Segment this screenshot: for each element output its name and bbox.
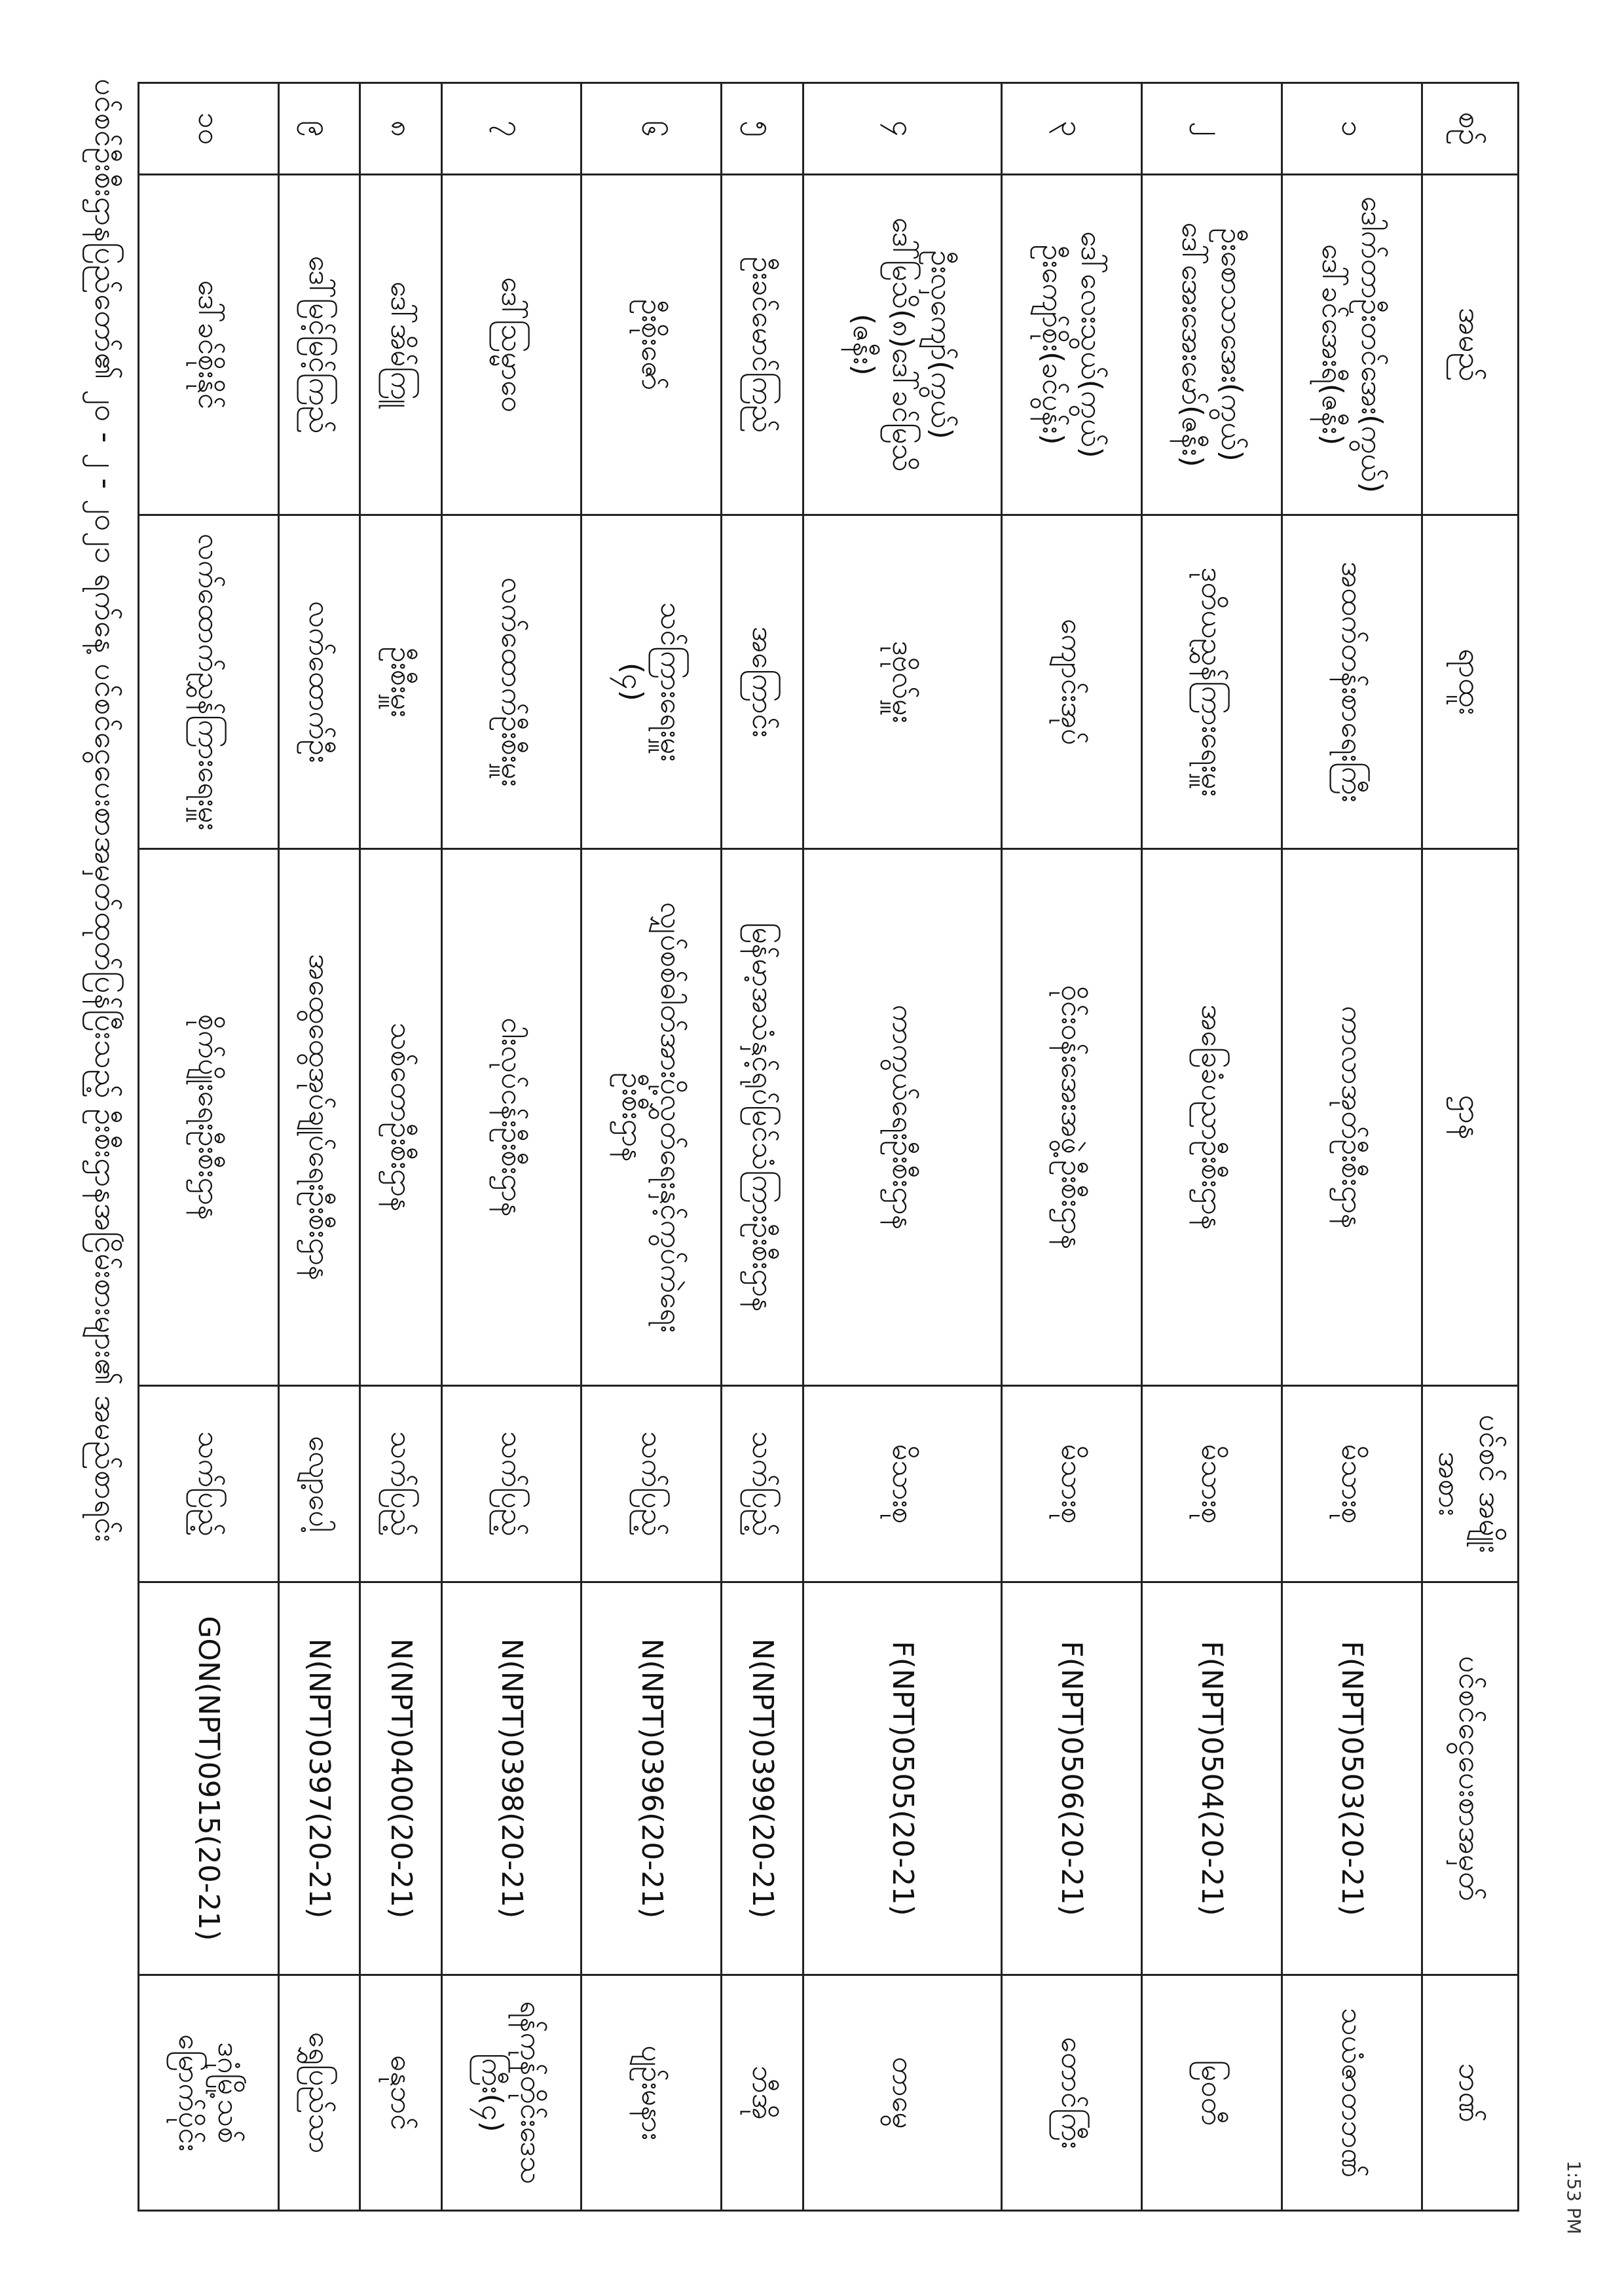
cell-pension-no: F(NPT)0503(20-21) <box>1282 1582 1422 1975</box>
header-type: ပင်စင် အမျိုးအစား <box>1422 1386 1518 1582</box>
cell-rank: အကြောင်း <box>722 515 803 849</box>
cell-bank: ဓနုဘင် <box>360 1975 441 2211</box>
header-name: အမည် <box>1422 175 1518 515</box>
cell-dept: ဝိုင်းဝန်းအေးအဖွဲ့ဦးစီးဌာန <box>1002 849 1142 1386</box>
cell-no: ၇ <box>441 83 581 175</box>
cell-name: ဒေါ်အိမ်ကြူ <box>360 175 441 515</box>
cell-dept: ငါးလုပ်ငန်းဦးစီးဌာန <box>441 849 581 1386</box>
cell-pension-no: F(NPT)0505(20-21) <box>803 1582 1002 1975</box>
table-row <box>1282 83 1422 2211</box>
cell-rank: ဦးစီးမှူး <box>360 515 441 849</box>
cell-rank: ဒုဗိုလ်မှူး <box>803 515 1002 849</box>
cell-bank: ရန်ကုန်တိုင်းဒေသကြီး(၄) <box>441 1975 581 2211</box>
table-row <box>360 83 441 2211</box>
cell-bank: ပျဉ်းမနား <box>581 1975 722 2211</box>
cell-type: သက်ပြည့် <box>581 1386 722 1582</box>
cell-rank: လက်ထောက်ဦး <box>278 515 360 849</box>
cell-name: ဒေါ်ဩမ္မာဝေ <box>441 175 581 515</box>
cell-name: ဦးစောသာအေး(ကွယ်) ဒေါ်အေးအေးမော်(ဇနီး) <box>1142 175 1282 515</box>
cell-pension-no: N(NPT)0400(20-21) <box>360 1582 441 1975</box>
table-row <box>139 83 279 2211</box>
table-row <box>441 83 581 2211</box>
cell-type: သက်ပြည့် <box>441 1386 581 1582</box>
cell-no: ၁ <box>1282 83 1422 175</box>
cell-bank: ဒဂုံမြို့သစ် မြောက်ပိုင်း <box>139 1975 279 2211</box>
cell-rank: အထက်တန်းစာရေးကြီး <box>1282 515 1422 849</box>
header-rank: ရာထူး <box>1422 515 1518 849</box>
page-title: ပင်စင်ဦးစီးဌာနပြည်တော်၏ ၂၀ - ၂ - ၂၀၂၁ ရက်နေ့ ပင်စင်ငွေပေးစာအမှတ်ထုတ်ပြန်ပြီးသည့် ဦးစီးဌာနအငြိမ်းစားများ၏ အမည်စာရင်း <box>88 79 124 1542</box>
table-row <box>1142 83 1282 2211</box>
cell-bank: တောင်ကြီး <box>1002 1975 1142 2211</box>
header-pension-no: ပင်စင်ငွေပေးစာအမှတ် <box>1422 1582 1518 1975</box>
cell-pension-no: N(NPT)0399(20-21) <box>722 1582 803 1975</box>
cell-name: ဒေါ်လေးသွယ်(ကွယ်) ဦးကျော်စိုး(ခင်ပွန်း) <box>1002 175 1142 515</box>
cell-no: ၂ <box>1142 83 1282 175</box>
table-row <box>803 83 1002 2211</box>
cell-pension-no: N(NPT)0397(20-21) <box>278 1582 360 1975</box>
cell-no: ၅ <box>722 83 803 175</box>
cell-name: ဒေါက်တာဦးတင်အေး(ကွယ်) ဒေါ်ခင်အေးရီ(ဇနီး) <box>1282 175 1422 515</box>
cell-rank: လက်ထောက်ညွှန်ကြားရေးမှူး <box>139 515 279 849</box>
cell-rank: လက်ထောက်ဦးစီးမှူး <box>441 515 581 849</box>
cell-dept: ကာလာအုတ်ဦးစီးဌာန <box>1282 849 1422 1386</box>
cell-type: သက်ပြည့် <box>722 1386 803 1582</box>
cell-no: ၈ <box>360 83 441 175</box>
cell-name: ဒေါ်ခင်စိုးနိုင် <box>139 175 279 515</box>
cell-pension-no: GON(NPT)0915(20-21) <box>139 1582 279 1975</box>
cell-pension-no: N(NPT)0398(20-21) <box>441 1582 581 1975</box>
cell-name: ဦးခင်မောင်ကြည် <box>722 175 803 515</box>
timestamp: 1:53 PM <box>1563 2160 1585 2234</box>
cell-no: ၄ <box>803 83 1002 175</box>
cell-rank: ကျောင်းအုပ် <box>1002 515 1142 849</box>
cell-rank: သင်ကြားရေးမှူး (၄) <box>581 515 722 849</box>
cell-pension-no: F(NPT)0506(20-21) <box>1002 1582 1142 1975</box>
cell-name: ဒေါ်မြင့်မြင့်ကြည် <box>278 175 360 515</box>
cell-type: လျော့ပေါ့ <box>278 1386 360 1582</box>
cell-name: ဦးစိုးဇော် <box>581 175 722 515</box>
cell-pension-no: F(NPT)0504(20-21) <box>1142 1582 1282 1975</box>
cell-dept: သစ်တောဦးစီးဌာန <box>360 849 441 1386</box>
table-row <box>722 83 803 2211</box>
cell-bank: သယံဇာတဘဏ် <box>1282 1975 1422 2211</box>
cell-rank: ဒုတိယညွှန်ကြားရေးမှူး <box>1142 515 1282 849</box>
cell-no: ၃ <box>1002 83 1142 175</box>
cell-dept: လျှပ်စစ်ဓါတ်အားပို့လွှတ်ရေးနှင့်ကွပ်ကဲရေး ဦးစီးဌာန <box>581 849 722 1386</box>
cell-no: ၉ <box>278 83 360 175</box>
table-header-row <box>1422 83 1518 2211</box>
header-no: စဉ် <box>1422 83 1518 175</box>
cell-no: ၁၀ <box>139 83 279 175</box>
cell-dept: ကာကွယ်ရေးဦးစီးဌာန <box>803 849 1002 1386</box>
header-bank: ဘဏ် <box>1422 1975 1518 2211</box>
cell-type: သက်ပြည့် <box>360 1386 441 1582</box>
cell-bank: တာမွေ <box>803 1975 1002 2211</box>
cell-name: ဦးလှကျော်(ကွယ်) ဒေါ်မြသိ(၈)ဒေါ်ခင်မြသိ (ဇနီး) <box>803 175 1002 515</box>
cell-bank: မြဝတီ <box>1142 1975 1282 2211</box>
cell-dept: မြန်မာ့အသံနှင့်ရုပ်မြင်သံကြားဦးစီးဌာန <box>722 849 803 1386</box>
header-dept: ဌာန <box>1422 849 1518 1386</box>
cell-type: မိသားစု <box>1002 1386 1142 1582</box>
cell-bank: ဘီအို <box>722 1975 803 2211</box>
cell-pension-no: N(NPT)0396(20-21) <box>581 1582 722 1975</box>
cell-dept: စိုက်ပျိုးရေးဦးစီးဌာန <box>139 849 279 1386</box>
cell-dept: အခြေခံပညာဦးစီးဌာန <box>1142 849 1282 1386</box>
cell-bank: ရွှေပြည်သာ <box>278 1975 360 2211</box>
pension-table <box>138 82 1519 2212</box>
cell-type: သက်ပြည့် <box>139 1386 279 1582</box>
table-row <box>581 83 722 2211</box>
table-row <box>278 83 360 2211</box>
cell-type: မိသားစု <box>803 1386 1002 1582</box>
table-row <box>1002 83 1142 2211</box>
cell-dept: အထွေထွေအုပ်ချုပ်ရေးဦးစီးဌာန <box>278 849 360 1386</box>
cell-no: ၆ <box>581 83 722 175</box>
cell-type: မိသားစု <box>1142 1386 1282 1582</box>
cell-type: မိသားစု <box>1282 1386 1422 1582</box>
